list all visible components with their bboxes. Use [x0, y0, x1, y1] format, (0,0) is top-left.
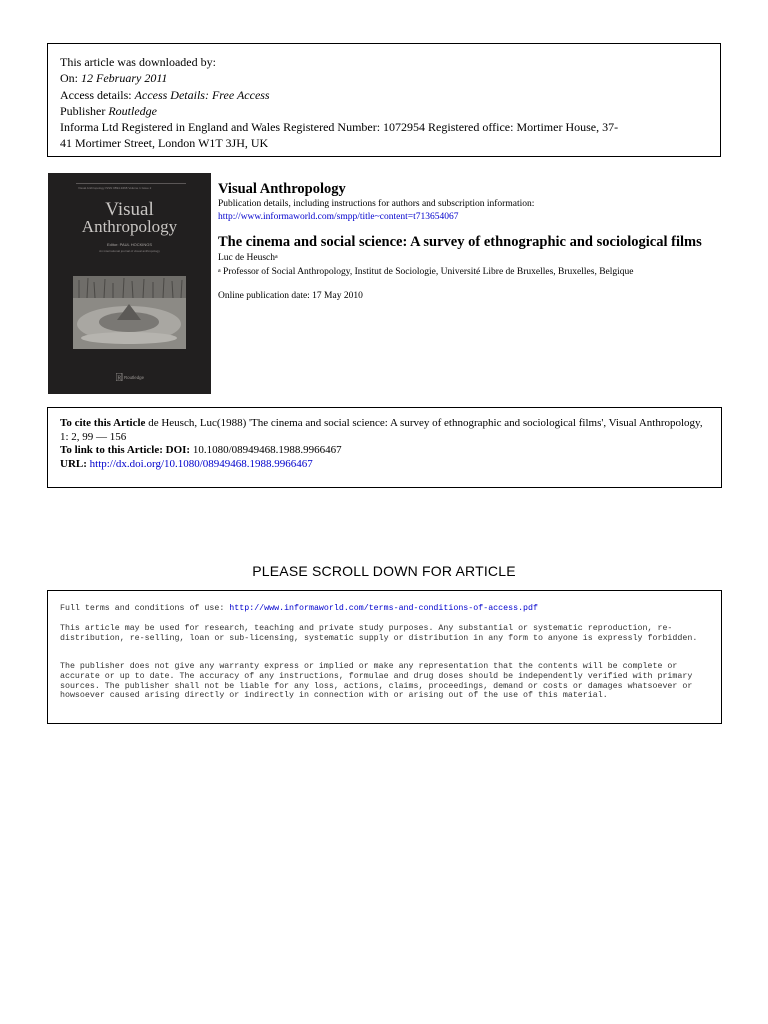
author-line	[218, 252, 718, 265]
cite-line	[60, 417, 709, 444]
publisher-value: Routledge	[108, 103, 157, 118]
doi-value: 10.1080/08949468.1988.9966467	[190, 444, 342, 456]
author-affiliation-marker: a	[274, 254, 278, 260]
access-details-value: Access Details: Free Access	[134, 87, 270, 102]
doi-label: To link to this Article: DOI:	[60, 444, 191, 456]
affiliation-text: Professor of Social Anthropology, Institut de Sociologie, Université Libre de Bruxelles, Bruxelles, Belgique	[220, 266, 634, 277]
doi-line	[60, 444, 709, 458]
terms-paragraph-usage: This article may be used for research, teaching and private study purposes. Any substantial or systematic reproduction, re-distribution, re-selling, loan or sub-licensing, systematic supply or distribution in any form to anyone is expressly forbidden.	[60, 624, 698, 643]
journal-cover-image	[48, 173, 211, 394]
registered-office-line-2: 41 Mortimer Street, London W1T 3JH, UK	[60, 136, 269, 151]
cover-subtitle: An international journal of visual anthropology	[99, 249, 160, 253]
cover-rule	[76, 183, 186, 184]
author-name: Luc de Heusch	[218, 253, 275, 263]
journal-name: Visual Anthropology	[218, 181, 346, 197]
publisher-line	[60, 103, 708, 119]
terms-paragraph-warranty: The publisher does not give any warranty express or implied or make any representation that the contents will be complete or accurate or up to date. The accuracy of any instructions, formulae and drug doses should be independently verified with primary sources. The publisher shall not be liable for any loss, actions, claims, proceedings, demand or costs or damages whatsoever or howsoever caused arising directly or indirectly in connection with or arising out of the use of this material.	[60, 662, 693, 701]
publisher-label: Publisher	[60, 103, 106, 118]
affiliation-marker: a	[218, 267, 221, 274]
url-label: URL:	[60, 457, 87, 470]
cover-editor: Editor: PAUL HOCKINGS	[106, 242, 153, 247]
terms-label: Full terms and conditions of use:	[60, 604, 230, 613]
online-publication-date: Online publication date: 17 May 2010	[218, 290, 363, 301]
citation-box	[47, 407, 722, 488]
cover-title-line-1: Visual	[105, 199, 154, 220]
journal-details-link[interactable]: http://www.informaworld.com/smpp/title~content=t713654067	[218, 211, 459, 222]
cover-photo	[73, 276, 186, 349]
download-date-value: 12 February 2011	[81, 71, 168, 86]
terms-link[interactable]: http://www.informaworld.com/terms-and-conditions-of-access.pdf	[229, 604, 538, 613]
publication-details-text: Publication details, including instructions for authors and subscription information:	[218, 199, 535, 209]
url-line	[60, 458, 709, 472]
download-info-box	[47, 43, 721, 157]
download-date-line	[60, 70, 708, 86]
terms-box	[47, 590, 722, 724]
author-affiliation	[218, 265, 703, 279]
scroll-down-notice: PLEASE SCROLL DOWN FOR ARTICLE	[252, 563, 516, 579]
registered-office-line-1: Informa Ltd Registered in England and Wales Registered Number: 1072954 Registered office: Mortimer House, 37-	[60, 120, 619, 135]
download-date-label: On:	[60, 71, 78, 86]
terms-line	[60, 604, 538, 614]
access-details-label: Access details:	[60, 87, 132, 102]
article-info	[218, 180, 718, 302]
svg-text:R: R	[117, 375, 122, 381]
routledge-logo-icon	[116, 373, 146, 381]
cover-title-line-2: Anthropology	[81, 217, 178, 236]
cover-publisher-mark: Routledge	[124, 374, 145, 380]
doi-url-link[interactable]: http://dx.doi.org/10.1080/08949468.1988.9966467	[86, 457, 313, 470]
downloaded-by-line: This article was downloaded by:	[60, 55, 216, 69]
cover-meta-text: Visual Anthropology ISSN 0894-9468 Volume 1 Issue 2	[78, 186, 152, 190]
access-details-line	[60, 87, 708, 103]
article-title: The cinema and social science: A survey of ethnographic and sociological films	[218, 234, 702, 250]
cite-label: To cite this Article	[60, 417, 146, 429]
cite-text: de Heusch, Luc(1988) 'The cinema and social science: A survey of ethnographic and sociological films', Visual Anthropology, 1: 2, 99 — 156	[60, 417, 703, 443]
